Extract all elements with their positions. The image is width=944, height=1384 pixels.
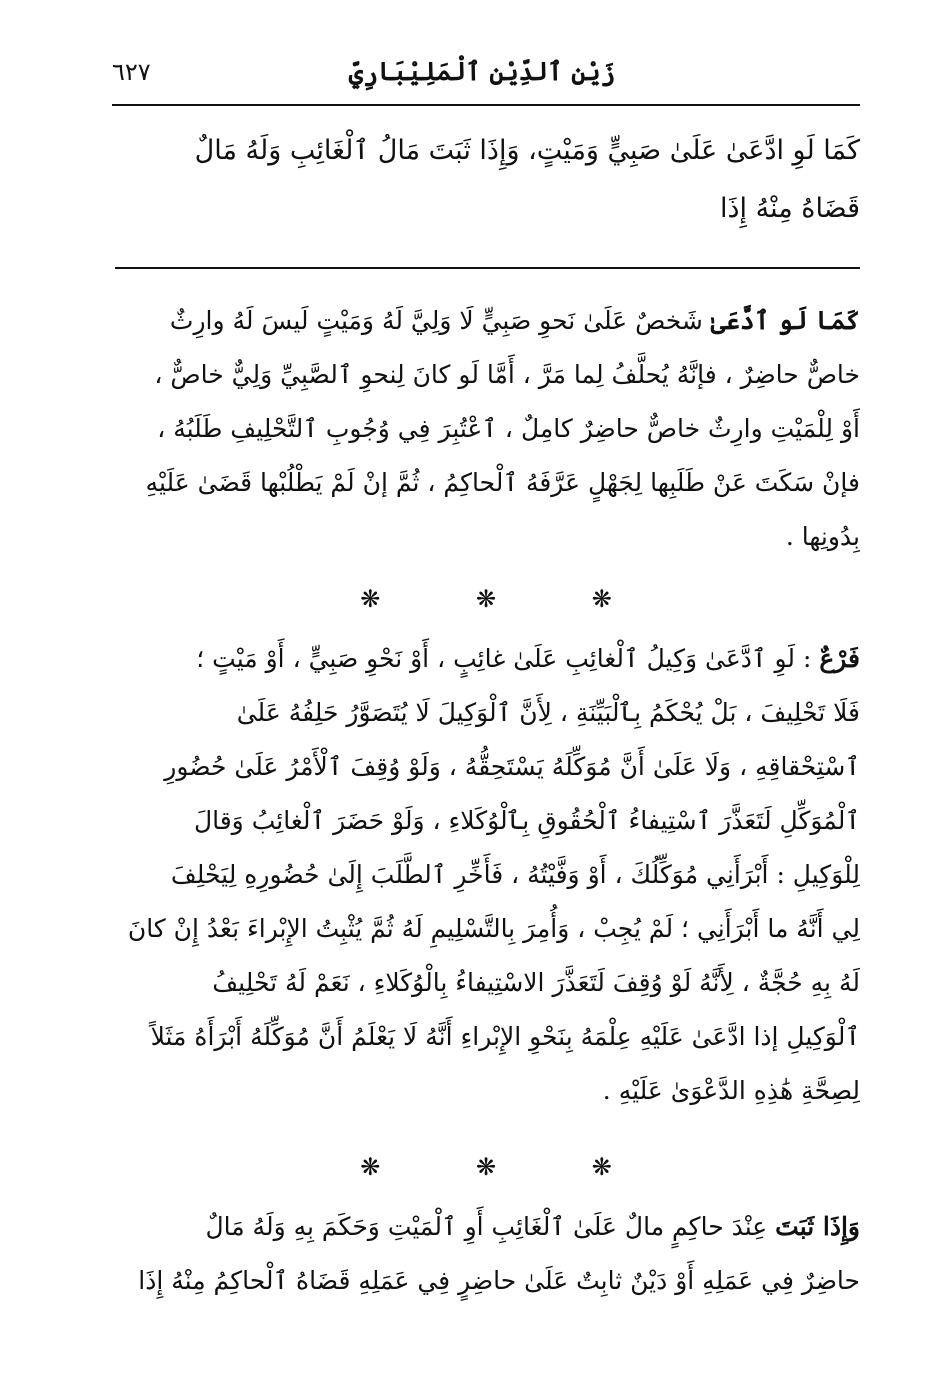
section-divider-stars — [112, 1152, 860, 1182]
sharh-line: لِصِحَّةِ هَٰذِهِ الدَّعْوَىٰ عَلَيْهِ . — [602, 1076, 860, 1105]
line-text: شَخصٌ عَلَىٰ نَحوِ صَبِيٍّ لَا وَلِيَّ لَهُ وَمَيْتٍ لَيسَ لَهُ وارِثٌ — [169, 306, 711, 335]
header-rule — [112, 104, 860, 106]
sharh-section-3 — [112, 1200, 860, 1308]
star-ornament-icon: ❋ — [591, 1153, 612, 1181]
sharh-line: فإنْ سَكَتَ عَنْ طَلَبِها لِجَهْلٍ عَرَّفَهُ ٱلْحاكِمُ ، ثُمَّ إنْ لَمْ يَطْلُبْها قَضَىٰ عَلَيْهِ — [145, 468, 860, 497]
sharh-line — [112, 1200, 860, 1254]
running-title: زَيْن ٱلدِّيْن ٱلْمَلِيْبَارِيّ — [348, 57, 616, 86]
page-number: ٦٢٧ — [112, 58, 151, 86]
star-ornament-icon: ❋ — [360, 1153, 381, 1181]
sharh-line: خاصٌّ حاضِرٌ ، فإنَّهُ يُحلَّفُ لِما مَرَّ ، أَمَّا لَو كانَ لِنحوِ ٱلصَّبِيِّ وَلِيٌّ خاصٌّ ، — [154, 360, 860, 389]
sharh-line: فَلَا تَحْلِيفَ ، بَلْ يُحْكَمُ بِٱلْبَيِّنَةِ ، لِأَنَّ ٱلْوَكِيلَ لَا يُتَصَوَّرُ حَلِفُهُ عَلَىٰ — [236, 698, 860, 727]
lead-phrase: وَإِذَا ثَبَتَ — [775, 1212, 860, 1241]
sharh-line: أَوْ لِلْمَيْتِ وارِثٌ خاصٌّ حاضِرٌ كامِلٌ ، ٱعْتُبِرَ فِي وُجُوبِ ٱلتَّحْلِيفِ طَلَبُهُ ، — [157, 414, 860, 443]
matn-line: قَضَاهُ مِنْهُ إِذَا — [720, 193, 860, 224]
sharh-section-2 — [112, 632, 860, 1118]
section-divider-stars — [112, 584, 860, 614]
sharh-line: بِدُونِها . — [785, 522, 860, 551]
lead-phrase: كَمَا لَو ٱدَّعَىٰ — [710, 306, 860, 335]
matn-sharh-separator — [115, 267, 860, 269]
sharh-section-1 — [112, 294, 860, 564]
line-text: عِنْدَ حاكِمٍ مالٌ عَلَىٰ ٱلْغَائِبِ أَوِ ٱلْمَيْتِ وَحَكَمَ بِهِ وَلَهُ مَالٌ — [205, 1212, 776, 1241]
sharh-line: ٱلْوَكِيلِ إذا ادَّعَىٰ عَلَيْهِ عِلْمَهُ بِنَحْوِ الإِبْراءِ أَنَّهُ لَا يَعْلَمُ أَنَّ مُوَكِّلَهُ أَبْرَأَهُ مَثَلاً — [150, 1022, 860, 1051]
lead-phrase: فَرْعٌ — [819, 644, 860, 673]
sharh-line: ٱسْتِحْقاقِهِ ، وَلَا عَلَىٰ أَنَّ مُوَكِّلَهُ يَسْتَحِقُّهُ ، وَلَوْ وُقِفَ ٱلْأَمْرُ عَلَىٰ حُضُورِ — [164, 752, 860, 781]
matn-line: كَمَا لَوِ ادَّعَىٰ عَلَىٰ صَبِيٍّ وَمَيْتٍ، وَإِذَا ثَبَتَ مَالُ ٱلْغَائِبِ وَلَهُ مَالٌ — [194, 135, 860, 166]
sharh-line: حاضِرٌ فِي عَمَلِهِ أَوْ دَيْنٌ ثابِتٌ عَلَىٰ حاضِرٍ فِي عَمَلِهِ قَضَاهُ ٱلْحاكِمُ مِنْهُ إِذَا — [138, 1266, 860, 1295]
sharh-line: لِلْوَكِيلِ : أَبْرَأَنِي مُوَكِّلُكَ ، أَوْ وَفَّيْتُهُ ، فَأَخِّرِ ٱلطَّلَبَ إِلَىٰ حُضُورِهِ لِيَحْلِفَ — [170, 860, 860, 889]
star-ornament-icon: ❋ — [475, 1153, 497, 1181]
sharh-line: لِي أَنَّهُ ما أَبْرَأَنِي ؛ لَمْ يُجِبْ ، وَأُمِرَ بِالتَّسْلِيمِ لَهُ ثُمَّ يُثْبِتُ الإِبْراءَ بَعْدُ إِنْ كانَ — [127, 914, 860, 943]
sharh-line — [112, 294, 860, 348]
page-header — [112, 52, 852, 100]
sharh-line — [112, 632, 860, 686]
star-ornament-icon: ❋ — [591, 585, 612, 613]
matn-text — [112, 122, 860, 238]
line-text: : لَوِ ٱدَّعَىٰ وَكِيلُ ٱلْغائِبِ عَلَىٰ غائِبٍ ، أَوْ نَحْوِ صَبِيٍّ ، أَوْ مَيْتٍ ؛ — [196, 644, 820, 673]
star-ornament-icon: ❋ — [475, 585, 497, 613]
sharh-line: لَهُ بِهِ حُجَّةٌ ، لِأَنَّهُ لَوْ وُقِفَ لَتَعَذَّرَ الاسْتِيفاءُ بِالْوُكَلاءِ ، نَعَمْ لَهُ تَحْلِيفُ — [212, 968, 860, 997]
sharh-line: ٱلْمُوَكِّلِ لَتَعَذَّرَ ٱسْتِيفاءُ ٱلْحُقُوقِ بِٱلْوُكَلاءِ ، وَلَوْ حَضَرَ ٱلْغائِبُ وَقالَ — [193, 806, 860, 835]
star-ornament-icon: ❋ — [360, 585, 381, 613]
